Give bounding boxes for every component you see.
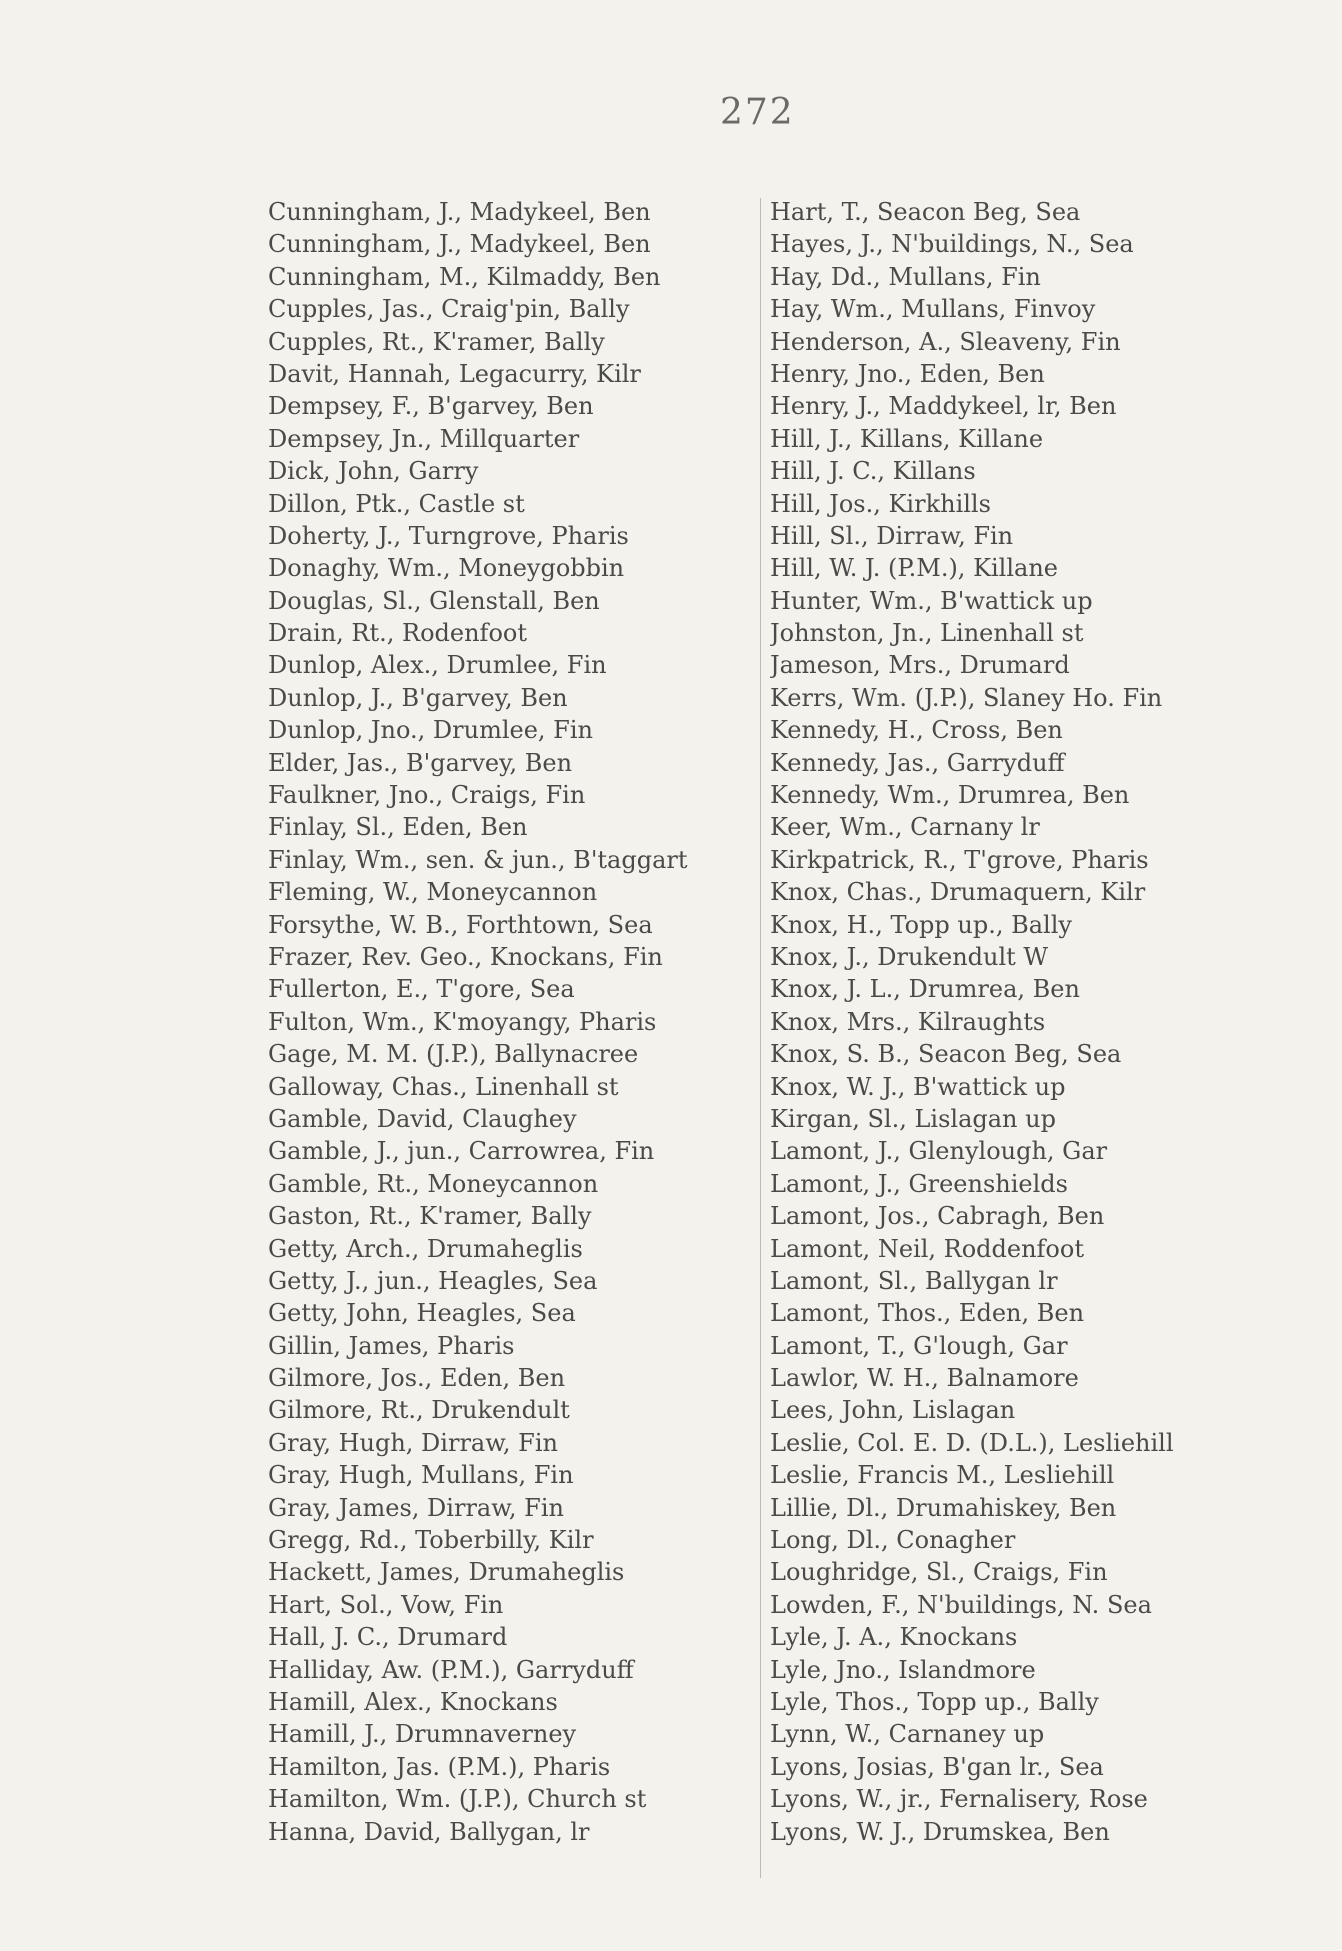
directory-entry: Lowden, F., N'buildings, N. Sea [770,1590,1152,1619]
directory-entry: Hunter, Wm., B'wattick up [770,586,1093,615]
directory-entry: Hill, Sl., Dirraw, Fin [770,521,1014,550]
directory-entry: Kennedy, Wm., Drumrea, Ben [770,781,1130,810]
directory-entry: Lamont, Neil, Roddenfoot [770,1234,1084,1263]
directory-entry: Jameson, Mrs., Drumard [770,651,1070,680]
directory-entry: Donaghy, Wm., Moneygobbin [268,554,625,583]
directory-entry: Gray, Hugh, Dirraw, Fin [268,1428,558,1457]
left-column [268,196,758,1848]
directory-entry: Lyle, J. A., Knockans [770,1623,1018,1652]
directory-entry: Cunningham, M., Kilmaddy, Ben [268,262,661,291]
directory-entry: Hill, Jos., Kirkhills [770,489,991,518]
directory-entry: Hay, Dd., Mullans, Fin [770,262,1041,291]
directory-entry: Lyons, W., jr., Fernalisery, Rose [770,1785,1148,1814]
directory-entry: Gamble, David, Claughey [268,1104,577,1133]
directory-entry: Frazer, Rev. Geo., Knockans, Fin [268,942,663,971]
directory-entry: Kirkpatrick, R., T'grove, Pharis [770,845,1149,874]
directory-entry: Lyle, Thos., Topp up., Bally [770,1687,1099,1716]
directory-entry: Kerrs, Wm. (J.P.), Slaney Ho. Fin [770,683,1163,712]
directory-entry: Gillin, James, Pharis [268,1331,515,1360]
directory-entry: Knox, W. J., B'wattick up [770,1072,1066,1101]
directory-entry: Dunlop, J., B'garvey, Ben [268,683,568,712]
directory-entry: Kennedy, Jas., Garryduff [770,748,1065,777]
directory-entry: Faulkner, Jno., Craigs, Fin [268,781,586,810]
right-column [770,196,1270,1848]
directory-entry: Keer, Wm., Carnany lr [770,813,1040,842]
directory-entry: Dunlop, Alex., Drumlee, Fin [268,651,607,680]
directory-entry: Elder, Jas., B'garvey, Ben [268,748,573,777]
directory-entry: Drain, Rt., Rodenfoot [268,619,527,648]
directory-entry: Lees, John, Lislagan [770,1396,1016,1425]
directory-entry: Lamont, Thos., Eden, Ben [770,1299,1085,1328]
directory-entry: Hackett, James, Drumaheglis [268,1558,625,1587]
directory-entry: Leslie, Col. E. D. (D.L.), Lesliehill [770,1428,1174,1457]
directory-entry: Gage, M. M. (J.P.), Ballynacree [268,1040,639,1069]
directory-entry: Hall, J. C., Drumard [268,1623,508,1652]
directory-entry: Lamont, J., Glenylough, Gar [770,1137,1108,1166]
directory-entry: Henry, J., Maddykeel, lr, Ben [770,392,1117,421]
directory-entry: Finlay, Wm., sen. & jun., B'taggart [268,845,688,874]
directory-entry: Forsythe, W. B., Forthtown, Sea [268,910,653,939]
directory-entry: Cunningham, J., Madykeel, Ben [268,230,651,259]
directory-entry: Johnston, Jn., Linenhall st [770,619,1084,648]
directory-entry: Halliday, Aw. (P.M.), Garryduff [268,1655,634,1684]
directory-entry: Dillon, Ptk., Castle st [268,489,525,518]
directory-entry: Long, Dl., Conagher [770,1526,1016,1555]
directory-entry: Fulton, Wm., K'moyangy, Pharis [268,1007,657,1036]
directory-entry: Gamble, Rt., Moneycannon [268,1169,599,1198]
directory-entry: Hill, J., Killans, Killane [770,424,1044,453]
directory-entry: Hanna, David, Ballygan, lr [268,1817,590,1846]
directory-entry: Hayes, J., N'buildings, N., Sea [770,230,1134,259]
directory-entry: Leslie, Francis M., Lesliehill [770,1461,1115,1490]
directory-entry: Getty, Arch., Drumaheglis [268,1234,583,1263]
directory-entry: Henderson, A., Sleaveny, Fin [770,327,1121,356]
directory-entry: Lynn, W., Carnaney up [770,1720,1045,1749]
directory-entry: Gregg, Rd., Toberbilly, Kilr [268,1526,594,1555]
directory-entry: Loughridge, Sl., Craigs, Fin [770,1558,1108,1587]
directory-entry: Dempsey, F., B'garvey, Ben [268,392,594,421]
directory-entry: Doherty, J., Turngrove, Pharis [268,521,629,550]
directory-entry: Knox, Chas., Drumaquern, Kilr [770,878,1146,907]
directory-entry: Kennedy, H., Cross, Ben [770,716,1063,745]
directory-entry: Hart, Sol., Vow, Fin [268,1590,504,1619]
directory-entry: Gamble, J., jun., Carrowrea, Fin [268,1137,655,1166]
directory-entry: Hill, W. J. (P.M.), Killane [770,554,1058,583]
directory-entry: Dick, John, Garry [268,457,479,486]
directory-entry: Hamill, Alex., Knockans [268,1687,558,1716]
directory-entry: Gilmore, Jos., Eden, Ben [268,1364,566,1393]
directory-entry: Gaston, Rt., K'ramer, Bally [268,1202,592,1231]
directory-entry: Cunningham, J., Madykeel, Ben [268,198,651,226]
directory-entry: Gray, James, Dirraw, Fin [268,1493,564,1522]
directory-entry: Knox, H., Topp up., Bally [770,910,1072,939]
directory-entry: Hay, Wm., Mullans, Finvoy [770,295,1096,324]
directory-entry: Getty, John, Heagles, Sea [268,1299,576,1328]
directory-entry: Hamilton, Wm. (J.P.), Church st [268,1785,647,1814]
directory-entry: Dempsey, Jn., Millquarter [268,424,580,453]
directory-entry: Knox, Mrs., Kilraughts [770,1007,1046,1036]
directory-entry: Lamont, Jos., Cabragh, Ben [770,1202,1105,1231]
directory-entry: Lyons, Josias, B'gan lr., Sea [770,1752,1104,1781]
directory-entry: Galloway, Chas., Linenhall st [268,1072,619,1101]
directory-entry: Lawlor, W. H., Balnamore [770,1364,1079,1393]
directory-entry: Henry, Jno., Eden, Ben [770,359,1045,388]
directory-entry: Lillie, Dl., Drumahiskey, Ben [770,1493,1117,1522]
directory-entry: Knox, J. L., Drumrea, Ben [770,975,1080,1004]
directory-entry: Kirgan, Sl., Lislagan up [770,1104,1056,1133]
directory-entry: Hamill, J., Drumnaverney [268,1720,577,1749]
directory-entry: Davit, Hannah, Legacurry, Kilr [268,359,641,388]
directory-entry: Fullerton, E., T'gore, Sea [268,975,575,1004]
column-divider [760,198,761,1878]
directory-entry: Lamont, J., Greenshields [770,1169,1068,1198]
directory-entry: Douglas, Sl., Glenstall, Ben [268,586,600,615]
directory-entry: Lamont, Sl., Ballygan lr [770,1266,1058,1295]
directory-entry: Cupples, Jas., Craig'pin, Bally [268,295,630,324]
directory-entry: Lyle, Jno., Islandmore [770,1655,1036,1684]
directory-entry: Hill, J. C., Killans [770,457,976,486]
directory-entry: Lyons, W. J., Drumskea, Ben [770,1817,1110,1846]
directory-entry: Knox, J., Drukendult W [770,942,1049,971]
directory-entry: Hart, T., Seacon Beg, Sea [770,198,1081,226]
directory-entry: Gray, Hugh, Mullans, Fin [268,1461,574,1490]
directory-entry: Gilmore, Rt., Drukendult [268,1396,570,1425]
directory-entry: Knox, S. B., Seacon Beg, Sea [770,1040,1122,1069]
directory-entry: Cupples, Rt., K'ramer, Bally [268,327,605,356]
directory-entry: Finlay, Sl., Eden, Ben [268,813,528,842]
page-number: 272 [720,92,795,133]
directory-entry: Hamilton, Jas. (P.M.), Pharis [268,1752,611,1781]
directory-entry: Lamont, T., G'lough, Gar [770,1331,1068,1360]
directory-entry: Fleming, W., Moneycannon [268,878,598,907]
directory-entry: Getty, J., jun., Heagles, Sea [268,1266,598,1295]
directory-entry: Dunlop, Jno., Drumlee, Fin [268,716,593,745]
